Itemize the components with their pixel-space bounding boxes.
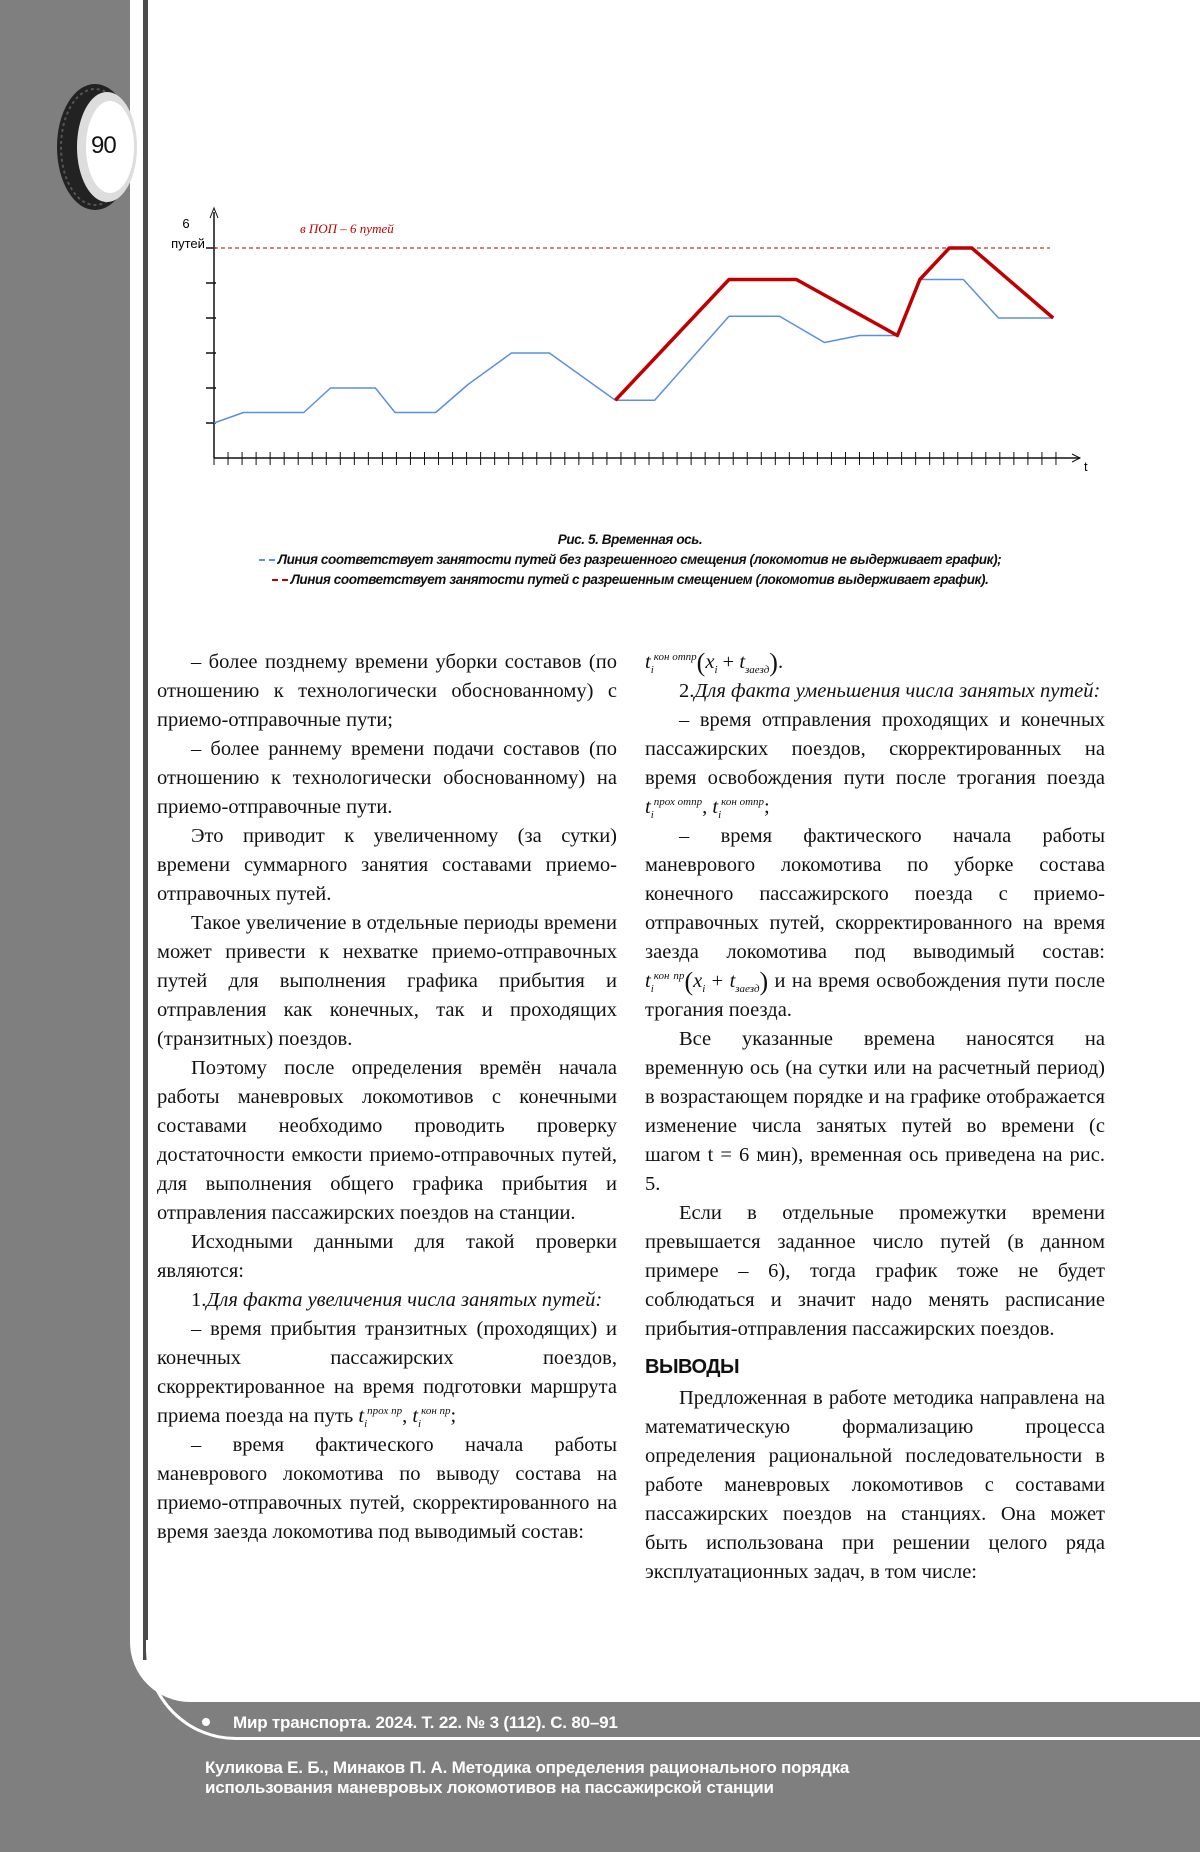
formula: tiкон пр xyxy=(412,1405,450,1427)
title-line: использования маневровых локомотивов на пассажирской станции xyxy=(205,1778,849,1798)
section-heading-conclusions: ВЫВОДЫ xyxy=(645,1352,1105,1382)
paragraph: Исходными данными для такой проверки являются: xyxy=(157,1228,617,1286)
paragraph: – время фактического начала работы маневрового локомотива по уборке состава конечного пассажирского поезда с приемо-отправочных путей, скорректированного на время заезда локомотива под выводимый состав: tiкон пр(xi + tзаезд) и на время освобождения пути после трогания поезда. xyxy=(645,822,1105,1025)
y-label-unit: путей xyxy=(171,236,205,251)
paragraph: – время прибытия транзитных (проходящих) и конечных пассажирских поездов, скорректированное на время подготовки маршрута приема поезда на путь tiпрох пр, tiкон пр; xyxy=(157,1315,617,1431)
limit-label: в ПОП – 6 путей xyxy=(300,221,394,236)
margin-rule xyxy=(143,0,148,1660)
formula: tiкон отпр xyxy=(712,796,764,818)
legend-item-blue xyxy=(160,550,1100,570)
formula-line: tiкон отпр(xi + tзаезд). xyxy=(645,648,1105,677)
formula: tiпрох отпр xyxy=(645,796,702,818)
formula: tiкон отпр(xi + tзаезд) xyxy=(645,651,778,673)
list-heading-2: 2.Для факта уменьшения числа занятых путей: xyxy=(645,677,1105,706)
paragraph: – более позднему времени уборки составов (по отношению к технологически обоснованному) с приемо-отправочные пути; xyxy=(157,648,617,735)
paragraph: Предложенная в работе методика направлена на математическую формализацию процесса определения рациональной последовательности в работе маневровых локомотивов с составами пассажирских поездов на станциях. Она может быть использована при решении целого ряда эксплуатационных задач, в том числе: xyxy=(645,1384,1105,1587)
figure-caption xyxy=(160,530,1100,590)
tire-page-badge xyxy=(55,82,141,212)
list-heading-1: 1.Для факта увеличения числа занятых путей: xyxy=(157,1286,617,1315)
formula: tiпрох пр xyxy=(358,1405,402,1427)
caption-title: Рис. 5. Временная ось. xyxy=(160,530,1100,550)
authors-line: Куликова Е. Б., Минаков П. А. Методика определения рационального порядка xyxy=(205,1758,849,1778)
article-reference xyxy=(205,1758,849,1798)
text-column-left xyxy=(157,648,617,1547)
formula: tiкон пр(xi + tзаезд) xyxy=(645,970,768,992)
paragraph: Поэтому после определения времён начала работы маневровых локомотивов с конечными составами необходимо проводить проверку достаточности емкости приемо-отправочных путей, для выполнения общего графика прибытия и отправления пассажирских поездов на станции. xyxy=(157,1054,617,1228)
paragraph: Если в отдельные промежутки времени превышается заданное число путей (в данном примере – 6), тогда график тоже не будет соблюдаться и значит надо менять расписание прибытия-отправления пассажирских поездов. xyxy=(645,1199,1105,1344)
legend-swatch-red xyxy=(272,579,288,581)
series-line-red xyxy=(615,248,1053,400)
y-label-value: 6 xyxy=(182,216,189,231)
paragraph: Такое увеличение в отдельные периоды времени может привести к нехватке приемо-отправочных путей для выполнения графика прибытия и отправления как конечных, так и проходящих (транзитных) поездов. xyxy=(157,909,617,1054)
paragraph: – время фактического начала работы маневрового локомотива по выводу состава на приемо-отправочных путей, скорректированного на время заезда локомотива под выводимый состав: xyxy=(157,1431,617,1547)
text-column-right xyxy=(645,648,1105,1587)
legend-label-red: Линия соответствует занятости путей с разрешенным смещением (локомотив выдерживает график). xyxy=(291,572,989,587)
legend-swatch-blue xyxy=(259,559,275,561)
x-label: t xyxy=(1084,459,1088,474)
page-number: 90 xyxy=(91,132,116,160)
bullet-icon xyxy=(202,1718,210,1726)
time-axis-chart xyxy=(160,200,1100,480)
legend-item-red xyxy=(160,570,1100,590)
paragraph: Все указанные времена наносятся на временную ось (на сутки или на расчетный период) в возрастающем порядке и на графике отображается изменение числа занятых путей во времени (с шагом t = 6 мин), временная ось приведена на рис. 5. xyxy=(645,1025,1105,1199)
legend-label-blue: Линия соответствует занятости путей без разрешенного смещения (локомотив не выдерживает график); xyxy=(278,552,1002,567)
paragraph: – более раннему времени подачи составов (по отношению к технологически обоснованному) на приемо-отправочные пути. xyxy=(157,735,617,822)
series-line-blue xyxy=(214,280,1053,424)
paragraph: Это приводит к увеличенному (за сутки) времени суммарного занятия составами приемо-отправочных путей. xyxy=(157,822,617,909)
paragraph: – время отправления проходящих и конечных пассажирских поездов, скорректированных на время освобождения пути после трогания поезда tiпрох отпр, tiкон отпр; xyxy=(645,706,1105,822)
journal-citation: Мир транспорта. 2024. Т. 22. № 3 (112). С. 80–91 xyxy=(233,1713,618,1733)
footer-divider xyxy=(250,1737,1200,1740)
